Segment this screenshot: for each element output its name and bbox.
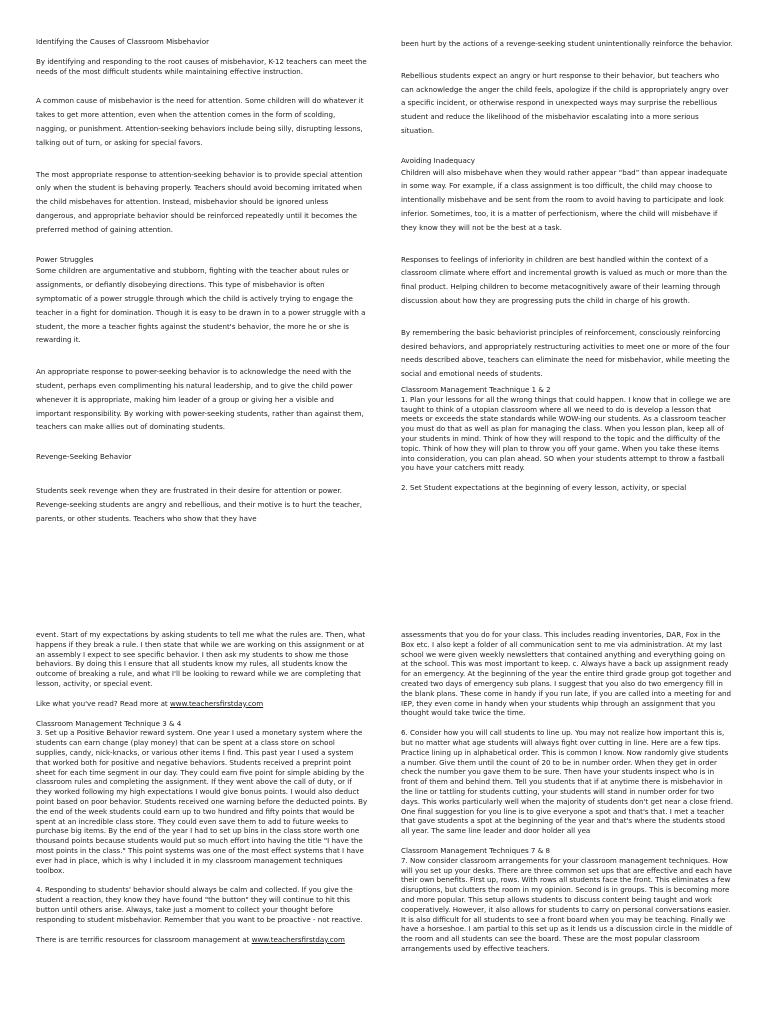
- column-bottom-right: [401, 630, 733, 954]
- assessments-paragraph: assessments that you do for your class. This includes reading inventories, DAR, Fox in the Box etc. I also kept a folder of all communication sent to me via administration. At my last school we were given weekly newsletters that contained anything and everything going on at the school. This was most important to keep. c. Always have a back up assignment ready for an emergency. At the beginning of the year the entire third grade group got together and created two days of emergency sub plans. I suggest that you also do two emergency fill in the blank plans. These come in handy if you run late, if you are called into a meeting for and IEP, they even come in handy when your students whip through an assignment that you thought would take twice the time.: [401, 630, 732, 718]
- remember-paragraph: By remembering the basic behaviorist principles of reinforcement, consciously reinforcing desired behaviors, and appropriately restructuring activities to meet one or more of the four needs described above, teachers can eliminate the need for misbehavior, while meeting the social and emotional needs of students.: [401, 327, 730, 379]
- inadequacy-heading: Avoiding Inadequacy: [401, 155, 475, 165]
- technique-1-2-heading: Classroom Management Teachnique 1 & 2: [401, 384, 551, 394]
- revenge-heading: Revenge-Seeking Behavior: [36, 452, 132, 462]
- technique-6-paragraph: 6. Consider how you will call students to line up. You may not realize how important this is, but no matter what age students will always fight over cutting in line. Here are a few tips. Practice lining up in alphabetical order. This is common I know. Now randomly give students a number. Give them until the count of 20 to be in number order. When they get in order check the number you gave them to be sure. Then have your students inspect who is in front of them and behind them. Tell you students that if at anytime there is misbehavior in the line or tattling for students cutting, your students will stand in number order for two days. This works particularly well when the majority of students don't get near a close friend. One final suggestion for you line is to give everyone a spot and that's that. I met a teacher that gave students a spot at the beginning of the year and that's where the students stood all year. The same line leader and door holder all yea: [401, 728, 733, 836]
- technique-3-paragraph: 3. Set up a Positive Behavior reward system. One year I used a monetary system where the students can earn change (play money) that can be spent at a class store on school supplies, candy, nick-knacks, or various other items I find. This past year I used a system that worked both for positive and negative behaviors. Students received a preprint point sheet for each time segment in our day. They could earn five point for simple abiding by the classroom rules and completing the assignment. If they went above the call of duty, or if they worked following my high expectations I would give bonus points. I would also deduct point based on poor behavior. Students received one warning before the deducted points. By the end of the week students could earn up to two hundred and fifty points that would be spent at an incredible class store. They could even save them to add to future weeks to purchase big items. By the end of the year I had to set up bins in the class store worth one thousand points because students would put so much effort into having the title "I have the most points in the class." This point systems was one of the most effect systems that I have ever had in place, which is why I included it in my classroom management techniques toolbox.: [36, 728, 368, 875]
- resources-text: There is are terrific resources for classroom management at: [36, 934, 252, 944]
- technique-4-paragraph: 4. Responding to students' behavior should always be calm and collected. If you give the student a reaction, they know they have found "the button" they will continue to hit this button until others arise. Always, take just a moment to collect your thought before responding to student misbehavior. Remember that you want to be proactive - not reactive.: [36, 885, 363, 924]
- power-struggles-heading: Power Struggles: [36, 254, 94, 264]
- technique-3-4-heading: Classroom Management Technique 3 & 4: [36, 718, 182, 728]
- technique-7-8-heading: Classroom Management Techniques 7 & 8: [401, 845, 550, 855]
- inadequacy-paragraph: Children will also misbehave when they would rather appear “bad” than appear inadequate in some way. For example, if a class assignment is too difficult, the child may choose to intentionally misbehave and be sent from the room to avoid having to participate and look inferior. Sometimes, too, it is a matter of perfectionism, where the child will misbehave if they know they will not be the best at a task.: [401, 167, 728, 232]
- resources-link[interactable]: www.teachersfirstday.com: [251, 934, 345, 944]
- column-top-left: [36, 37, 368, 525]
- read-more-text: Like what you've read? Read more at: [36, 698, 170, 708]
- revenge-continued-paragraph: been hurt by the actions of a revenge-seeking student unintentionally reinforce the behavior.: [401, 39, 733, 48]
- technique-7-paragraph: 7. Now consider classroom arrangements for your classroom management techniques. How will you set up your desks. There are three common set ups that are effective and each have their own benefits. First up, rows. With rows all students face the front. This eliminates a few disruptions, but clutters the room in my opinion. Second is in groups. This is becoming more and more popular. This setup allows students to discuss content being taught and work cooperatively. However, it also allows for students to carry on personal conversations easier. It is also difficult for all students to see a front board when you may be teaching. Finally we have a horseshoe. I am partial to this set up as it lends us a discussion circle in the middle of the room and all students can see the board. These are the most popular classroom arrangements used by effective teachers.: [401, 855, 733, 953]
- expectations-paragraph: event. Start of my expectations by asking students to tell me what the rules are. Then, what happens if they break a rule. I then state that while we are working on this assignment or at an assembly I expect to see specific behavior. I then ask my students to show me those behaviors. By doing this I ensure that all students know my rules, all students know the outcome of breaking a rule, and what I'll be looking to reward while we are completing that lesson, activity, or special event.: [36, 630, 366, 688]
- intro-paragraph: By identifying and responding to the root causes of misbehavior, K-12 teachers can meet the needs of the most difficult students while maintaining effective instruction.: [36, 56, 367, 76]
- column-top-right: [401, 37, 733, 493]
- technique-2-paragraph: 2. Set Student expectations at the beginning of every lesson, activity, or special: [401, 483, 687, 493]
- power-paragraph: Some children are argumentative and stubborn, fighting with the teacher about rules or assignments, or defiantly disobeying directions. This type of misbehavior is often symptomatic of a power struggle through which the child is actively trying to engage the teacher in a fight for domination. Though it is easy to be drawn in to a power struggle with a student, the more a teacher fights against the student's behavior, the more he or she is rewarding it.: [36, 266, 366, 345]
- rebellious-paragraph: Rebellious students expect an angry or hurt response to their behavior, but teachers who can acknowledge the anger the child feels, apologize if the child is appropriately angry over a specific incident, or otherwise respond in unexpected ways may surprise the rebellious student and reduce the likelihood of the misbehavior escalating into a more serious situation.: [401, 70, 729, 135]
- power-response-paragraph: An appropriate response to power-seeking behavior is to acknowledge the need with the student, perhaps even complimenting his natural leadership, and to give the child power whenever it is appropriate, making him leader of a group or giving her a visible and important responsibility. By working with power-seeking students, rather than against them, teachers can make allies out of dominating students.: [36, 367, 364, 432]
- technique-1-paragraph: 1. Plan your lessons for all the wrong things that could happen. I know that in college we are taught to think of a utopian classroom where all we need to do is develop a lesson that meets or exceeds the state standards while WOW-ing our students. As a classroom teacher you must do that as well as plan for managing the class. When you lesson plan, keep all of your students in mind. Think of how they will respond to the topic and the difficulty of the topic. Think of how they will plan to throw you off your game. When you take these items into consideration, you can plan ahead. SO when your students attempt to throw a fastball you have your catchers mitt ready.: [401, 394, 731, 473]
- article-title: Identifying the Causes of Classroom Misbehavior: [36, 37, 209, 46]
- resources-line: [36, 935, 368, 945]
- attention-response-paragraph: The most appropriate response to attention-seeking behavior is to provide special attention only when the student is behaving properly. Teachers should avoid becoming irritated when the child misbehaves for attention. Instead, misbehavior should be ignored unless dangerous, and appropriate behavior should be reinforced repeatedly until it becomes the preferred method of gaining attention.: [36, 169, 363, 234]
- attention-paragraph: A common cause of misbehavior is the need for attention. Some children will do whatever it takes to get more attention, even when the attention comes in the form of scolding, nagging, or punishment. Attention-seeking behaviors include being silly, disrupting lessons, talking out of turn, or asking for special favors.: [36, 96, 364, 147]
- read-more-line: [36, 699, 368, 709]
- column-bottom-left: [36, 630, 368, 944]
- revenge-paragraph: Students seek revenge when they are frustrated in their desire for attention or power. Revenge-seeking students are angry and rebellious, and their motive is to hurt the teacher, parents, or other students. Teachers who show that they have: [36, 485, 363, 523]
- read-more-link[interactable]: www.teachersfirstday.com: [169, 698, 264, 708]
- inferiority-paragraph: Responses to feelings of inferiority in children are best handled within the context of a classroom climate where effort and incremental growth is valued as much or more than the final product. Helping children to become metacognitively aware of their learning through discussion about how they are progressing puts the child in charge of his growth.: [401, 254, 728, 305]
